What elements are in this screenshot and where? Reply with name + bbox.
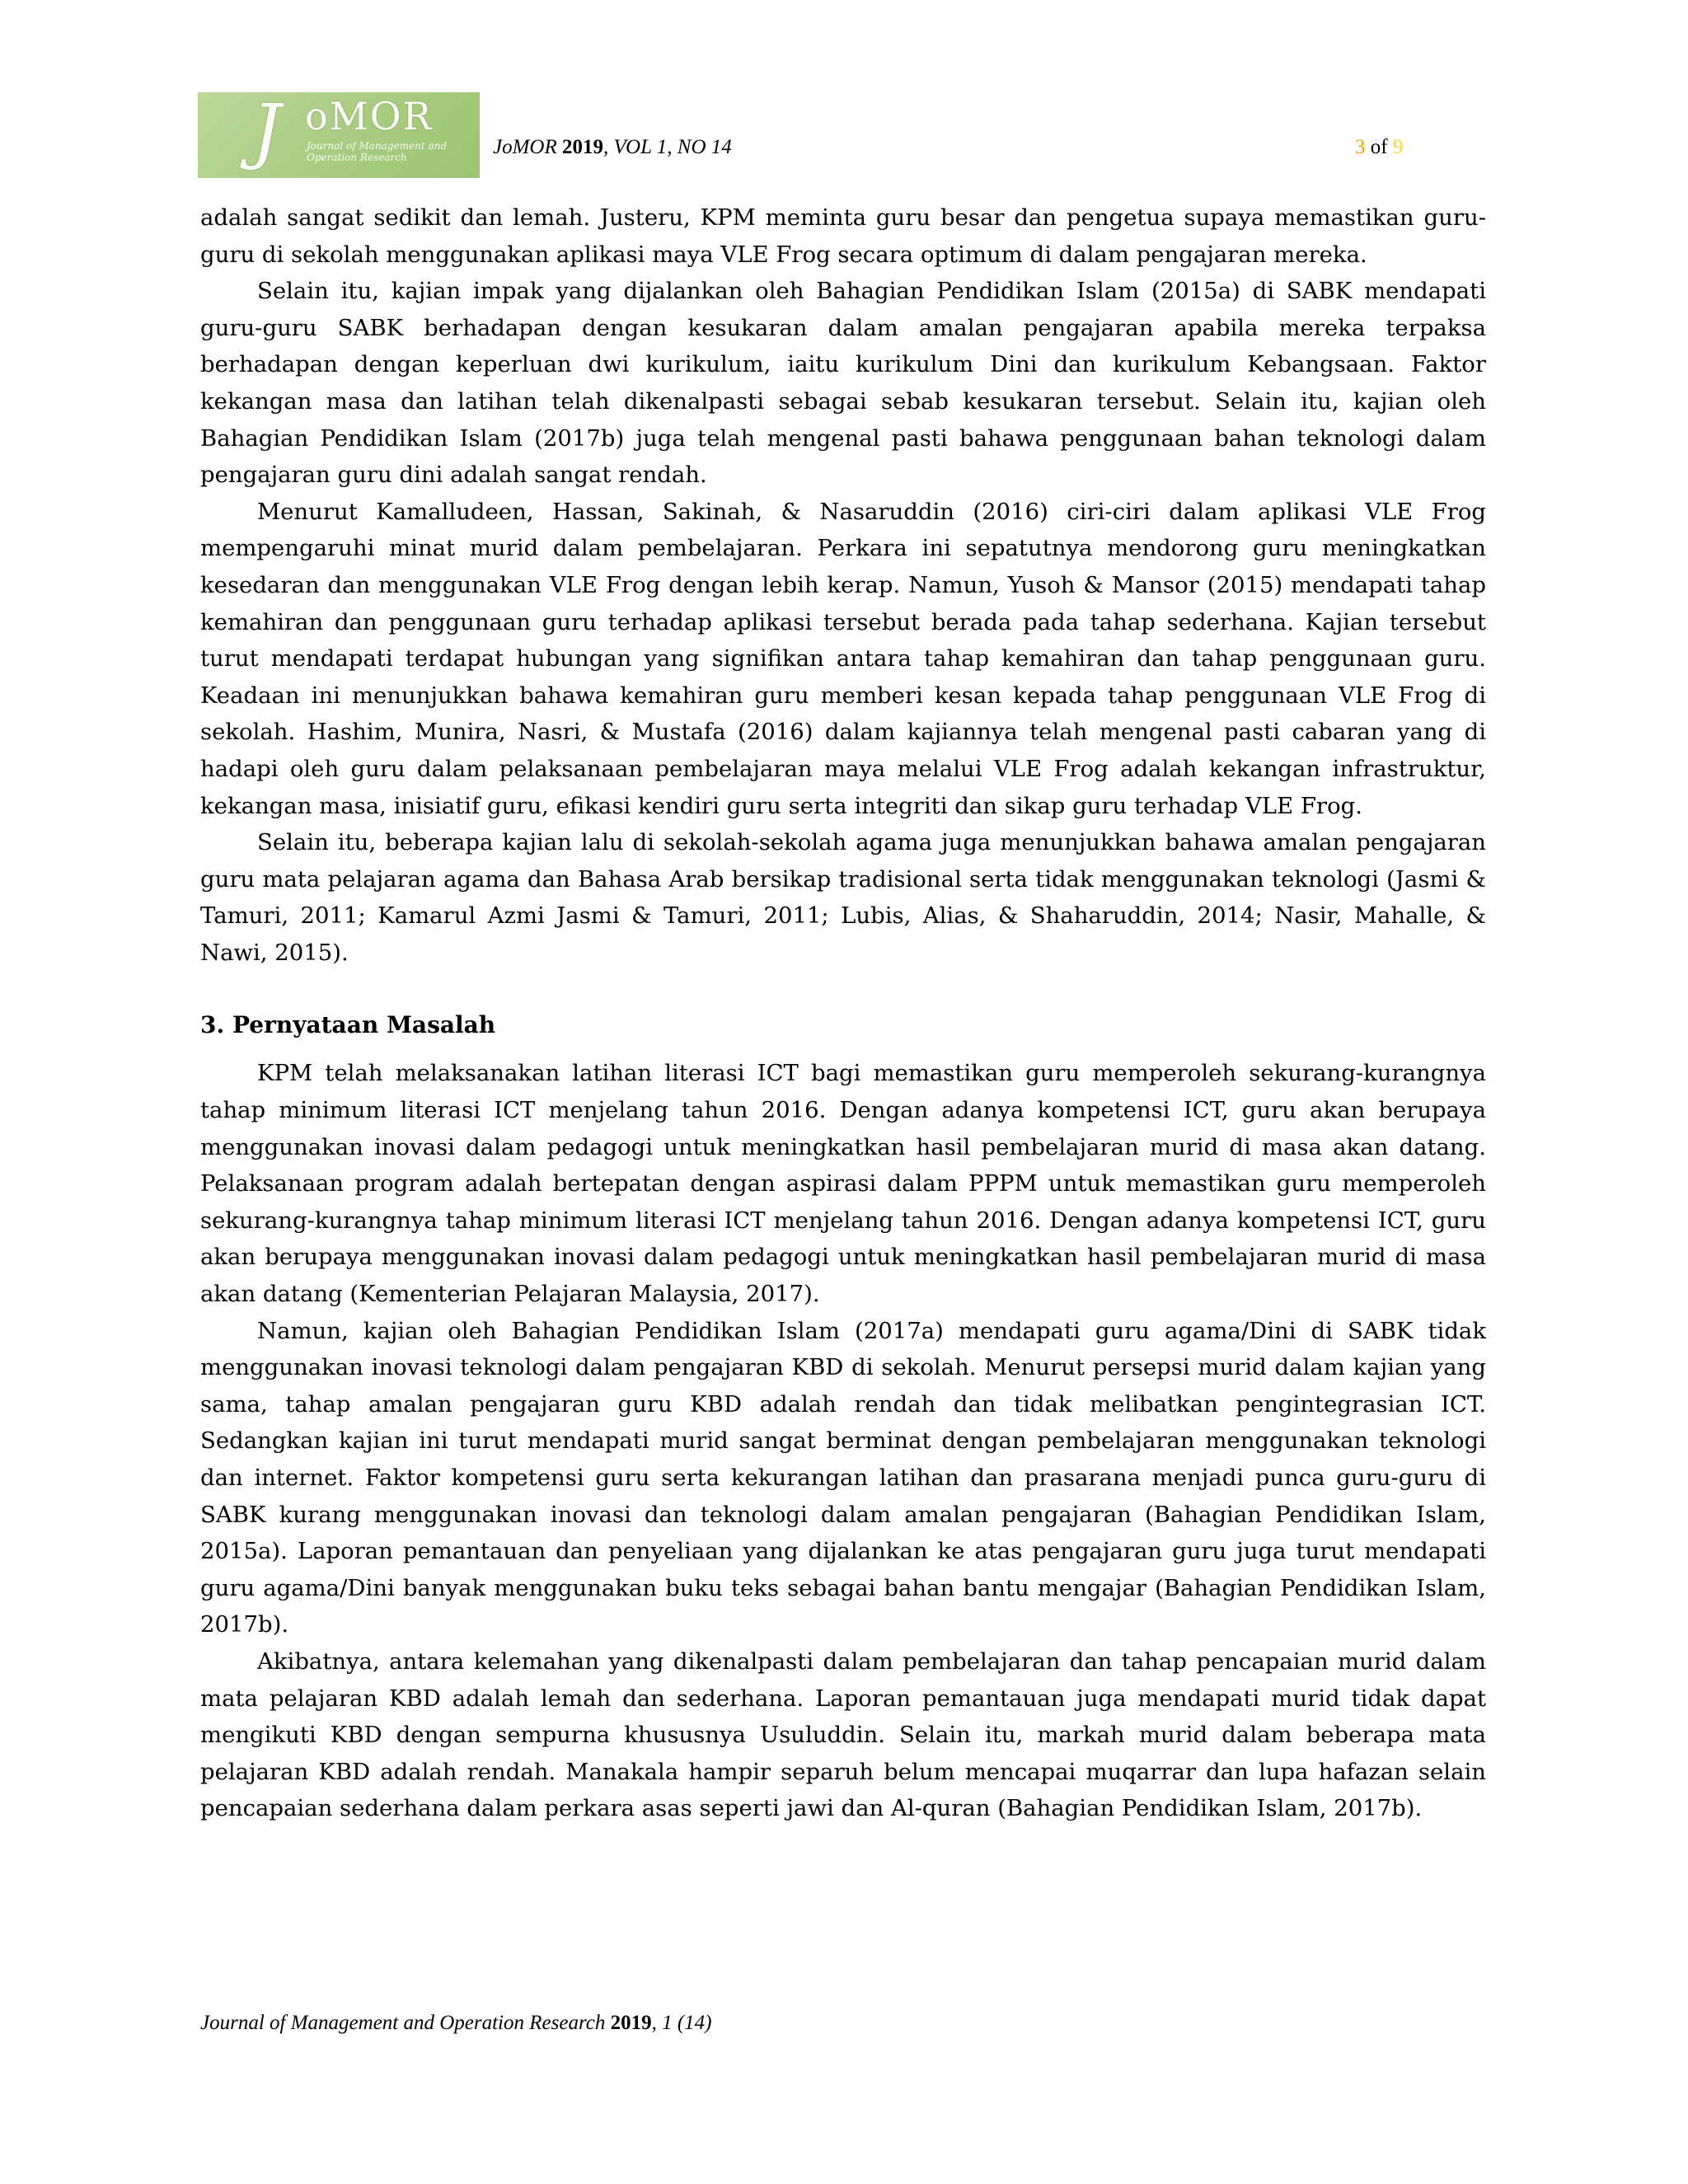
paragraph-4: Selain itu, beberapa kajian lalu di sekolah-sekolah agama juga menunjukkan bahawa amalan pengajaran guru mata pelajaran agama dan Bahasa Arab bersikap tradisional serta tidak menggunakan teknologi (Jasmi & Tamuri, 2011; Kamarul Azmi Jasmi & Tamuri, 2011; Lubis, Alias, & Shaharuddin, 2014; Nasir, Mahalle, & Nawi, 2015). <box>200 829 1486 966</box>
paragraph-3: Menurut Kamalludeen, Hassan, Sakinah, & Nasaruddin (2016) ciri-ciri dalam aplikasi VLE Frog mempengaruhi minat murid dalam pembelajaran. Perkara ini sepatutnya mendorong guru meningkatkan kesedaran dan menggunakan VLE Frog dengan lebih kerap. Namun, Yusoh & Mansor (2015) mendapati tahap kemahiran dan penggunaan guru terhadap aplikasi tersebut berada pada tahap sederhana. Kajian tersebut turut mendapati terdapat hubungan yang signifikan antara tahap kemahiran dan tahap penggunaan guru. Keadaan ini menunjukkan bahawa kemahiran guru memberi kesan kepada tahap penggunaan VLE Frog di sekolah. Hashim, Munira, Nasri, & Mustafa (2016) dalam kajiannya telah mengenal pasti cabaran yang di hadapi oleh guru dalam pelaksanaan pembelajaran maya melalui VLE Frog adalah kekangan infrastruktur, kekangan masa, inisiatif guru, efikasi kendiri guru serta integriti dan sikap guru terhadap VLE Frog. <box>200 498 1486 819</box>
footer-issue: , 1 (14) <box>651 2012 712 2034</box>
journal-abbr: JoMOR <box>493 136 557 158</box>
page-number <box>1355 135 1403 160</box>
page-current: 3 <box>1355 136 1366 158</box>
section-heading: 3. Pernyataan Masalah <box>200 1011 496 1039</box>
logo-subtitle: Journal of Management and Operation Research <box>307 140 448 163</box>
logo-mark: J <box>252 92 281 172</box>
paragraph-7: Akibatnya, antara kelemahan yang dikenalpasti dalam pembelajaran dan tahap pencapaian murid dalam mata pelajaran KBD adalah lemah dan sederhana. Laporan pemantauan juga mendapati murid tidak dapat mengikuti KBD dengan sempurna khususnya Usuluddin. Selain itu, markah murid dalam beberapa mata pelajaran KBD adalah rendah. Manakala hampir separuh belum mencapai muqarrar dan lupa hafazan selain pencapaian sederhana dalam perkara asas seperti jawi dan Al-quran (Bahagian Pendidikan Islam, 2017b). <box>200 1647 1486 1822</box>
page-footer <box>200 2011 712 2036</box>
paragraph-2: Selain itu, kajian impak yang dijalankan oleh Bahagian Pendidikan Islam (2015a) di SABK mendapati guru-guru SABK berhadapan dengan kesukaran dalam amalan pengajaran apabila mereka terpaksa berhadapan dengan keperluan dwi kurikulum, iaitu kurikulum Dini dan kurikulum Kebangsaan. Faktor kekangan masa dan latihan telah dikenalpasti sebagai sebab kesukaran tersebut. Selain itu, kajian oleh Bahagian Pendidikan Islam (2017b) juga telah mengenal pasti bahawa penggunaan bahan teknologi dalam pengajaran guru dini adalah sangat rendah. <box>200 278 1486 489</box>
journal-logo <box>198 92 480 178</box>
page-header <box>198 92 1484 178</box>
footer-journal-name: Journal of Management and Operation Research <box>200 2012 611 2034</box>
article-body <box>200 199 1486 1827</box>
logo-text: oMOR <box>305 94 434 138</box>
running-head-volume: , VOL 1, NO 14 <box>603 136 732 158</box>
footer-year: 2019 <box>610 2012 652 2034</box>
paragraph-1: adalah sangat sedikit dan lemah. Justeru, KPM meminta guru besar dan pengetua supaya memastikan guru-guru di sekolah menggunakan aplikasi maya VLE Frog secara optimum di dalam pengajaran mereka. <box>200 204 1486 268</box>
paragraph-5: KPM telah melaksanakan latihan literasi ICT bagi memastikan guru memperoleh sekurang-kurangnya tahap minimum literasi ICT menjelang tahun 2016. Dengan adanya kompetensi ICT, guru akan berupaya menggunakan inovasi dalam pedagogi untuk meningkatkan hasil pembelajaran murid di masa akan datang. Pelaksanaan program adalah bertepatan dengan aspirasi dalam PPPM untuk memastikan guru memperoleh sekurang-kurangnya tahap minimum literasi ICT menjelang tahun 2016. Dengan adanya kompetensi ICT, guru akan berupaya menggunakan inovasi dalam pedagogi untuk meningkatkan hasil pembelajaran murid di masa akan datang (Kementerian Pelajaran Malaysia, 2017). <box>200 1060 1486 1308</box>
paragraph-6: Namun, kajian oleh Bahagian Pendidikan Islam (2017a) mendapati guru agama/Dini di SABK tidak menggunakan inovasi teknologi dalam pengajaran KBD di sekolah. Menurut persepsi murid dalam kajian yang sama, tahap amalan pengajaran guru KBD adalah rendah dan tidak melibatkan pengintegrasian ICT. Sedangkan kajian ini turut mendapati murid sangat berminat dengan pembelajaran menggunakan teknologi dan internet. Faktor kompetensi guru serta kekurangan latihan dan prasarana menjadi punca guru-guru di SABK kurang menggunakan inovasi dan teknologi dalam amalan pengajaran (Bahagian Pendidikan Islam, 2015a). Laporan pemantauan dan penyeliaan yang dijalankan ke atas pengajaran guru juga turut mendapati guru agama/Dini banyak menggunakan buku teks sebagai bahan bantu mengajar (Bahagian Pendidikan Islam, 2017b). <box>200 1317 1486 1638</box>
running-head <box>493 135 732 160</box>
running-head-year: 2019 <box>562 136 603 158</box>
page-total: 9 <box>1392 136 1404 158</box>
page-of: of <box>1370 136 1388 158</box>
